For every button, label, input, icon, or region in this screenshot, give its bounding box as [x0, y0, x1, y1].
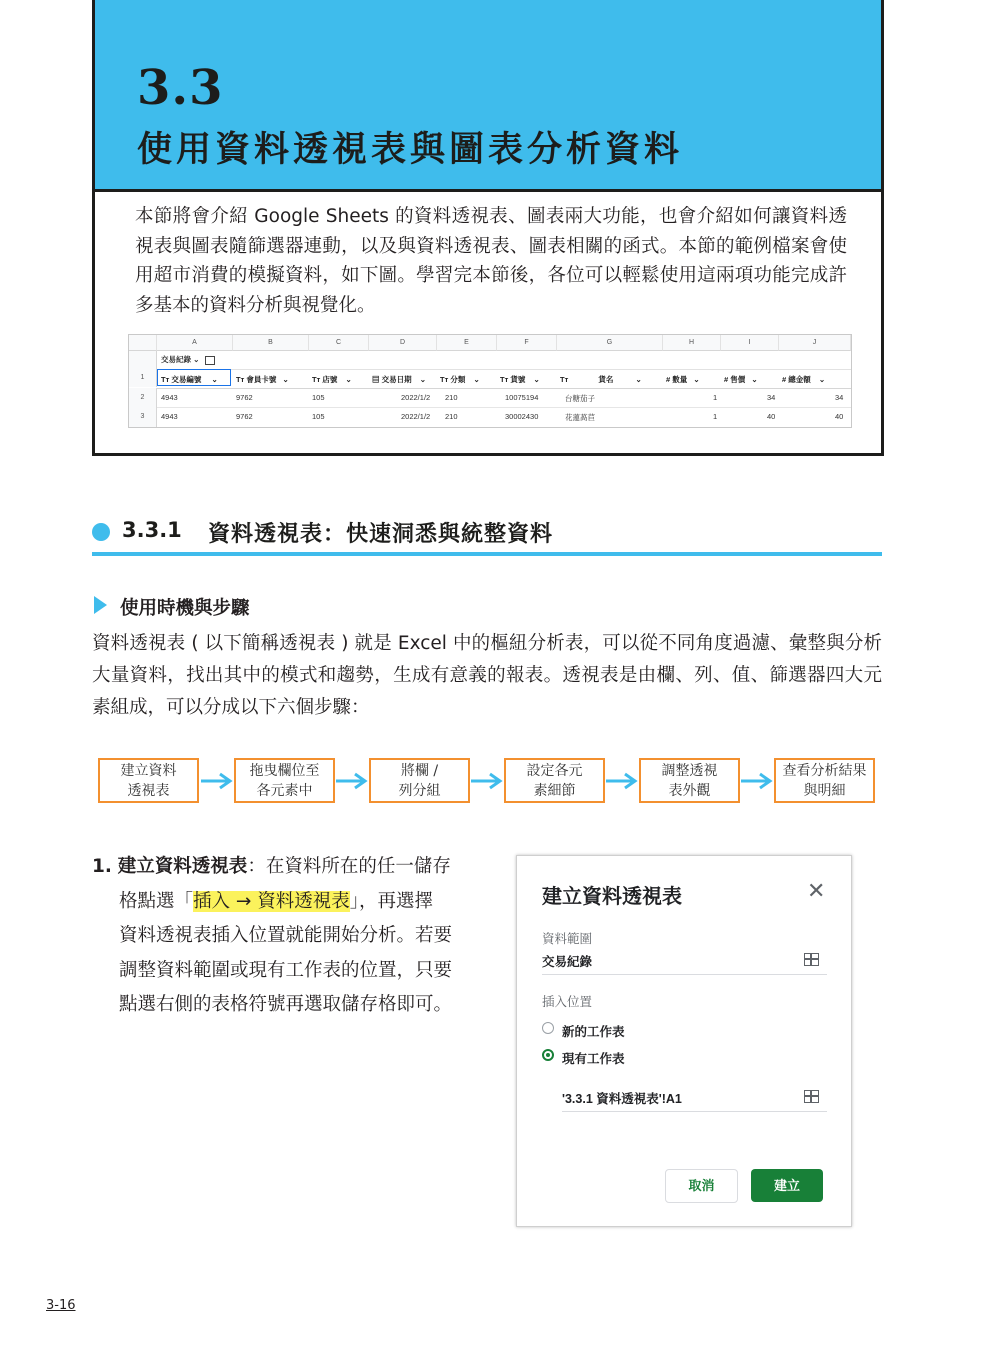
flow-step-box: [774, 758, 875, 803]
table-cell: 1: [713, 393, 718, 402]
number-type-icon: #: [666, 375, 671, 384]
column-chip-label: 貨名: [598, 375, 614, 384]
date-type-icon: ▤: [372, 375, 380, 384]
step-title: 建立資料透視表: [117, 856, 248, 877]
row-header: 3: [129, 407, 157, 427]
column-header: C: [309, 335, 369, 351]
table-cell: 105: [312, 393, 325, 402]
flow-step-line: 列分組: [398, 782, 441, 799]
table-cell: 台糖茄子: [565, 394, 595, 403]
step-text-line: [92, 885, 474, 920]
chevron-down-icon: ⌄: [211, 375, 218, 384]
chevron-down-icon: ⌄: [751, 375, 758, 384]
row-divider: [157, 407, 851, 408]
arrow-right-icon: [470, 771, 504, 791]
column-chip[interactable]: [560, 374, 660, 385]
cancel-button[interactable]: 取消: [665, 1169, 738, 1203]
dialog-title: 建立資料透視表: [542, 886, 682, 908]
column-chip-label: 分類: [450, 375, 466, 384]
column-chip[interactable]: [500, 374, 540, 385]
step-text-fragment: ：在資料所在的任一儲存: [247, 856, 451, 877]
table-grid-icon[interactable]: [804, 1090, 819, 1103]
column-header: J: [779, 335, 851, 351]
step-1-text: [92, 850, 474, 1023]
chevron-down-icon: ⌄: [282, 375, 289, 384]
flow-step-line: 素細節: [533, 782, 576, 799]
column-chip-label: 店號: [322, 375, 338, 384]
page-number: 3-16: [46, 1298, 76, 1313]
flow-step-box: [504, 758, 605, 803]
table-menu-icon: [205, 356, 215, 365]
create-pivot-table-dialog: [516, 855, 852, 1227]
new-sheet-radio[interactable]: [542, 1022, 554, 1034]
table-cell: 10075194: [505, 393, 539, 402]
table-grid-icon[interactable]: [804, 953, 819, 966]
create-button[interactable]: 建立: [751, 1169, 823, 1202]
text-type-icon: Tт: [161, 375, 170, 384]
chevron-down-icon: ⌄: [345, 375, 352, 384]
column-chip[interactable]: [372, 374, 426, 385]
row-header: [129, 351, 157, 369]
flow-step-line: 拖曳欄位至: [249, 762, 320, 779]
step-text-line: 調整資料範圍或現有工作表的位置，只要: [119, 959, 453, 981]
arrow-right-icon: [200, 771, 234, 791]
table-cell: 4943: [161, 393, 178, 402]
flow-step-line: 將欄 /: [400, 762, 439, 779]
chevron-down-icon: ⌄: [193, 355, 200, 364]
chevron-down-icon: ⌄: [533, 375, 540, 384]
table-cell: 4943: [161, 412, 178, 421]
column-header: H: [663, 335, 721, 351]
chapter-header-box: [92, 0, 884, 456]
column-chip[interactable]: [440, 374, 480, 385]
spreadsheet-preview: [128, 334, 852, 428]
flow-step-box: [639, 758, 740, 803]
column-header: I: [721, 335, 779, 351]
existing-sheet-option-label[interactable]: 現有工作表: [562, 1052, 625, 1066]
flow-step-line: 查看分析結果: [782, 762, 867, 779]
table-cell: 9762: [236, 412, 253, 421]
table-name: 交易紀錄: [161, 355, 191, 364]
chevron-down-icon: ⌄: [818, 375, 826, 384]
column-chip-label: 交易編號: [171, 375, 202, 384]
table-cell: 花蓮萵苣: [565, 413, 595, 422]
text-type-icon: Tт: [440, 375, 449, 384]
column-chip-label: 數量: [672, 375, 688, 384]
column-chip[interactable]: [312, 374, 352, 385]
table-cell: 2022/1/2: [401, 412, 431, 421]
chapter-title: 使用資料透視表與圖表分析資料: [137, 130, 684, 170]
text-type-icon: Tт: [560, 375, 569, 384]
flow-step-line: 建立資料: [120, 762, 177, 779]
section-number: 3.3.1: [122, 518, 182, 542]
flow-step-line: 調整透視: [661, 762, 718, 779]
column-chip-label: 總金額: [788, 375, 811, 384]
column-header: B: [233, 335, 309, 351]
number-type-icon: #: [782, 375, 787, 384]
data-range-field[interactable]: [542, 948, 827, 975]
data-range-value: 交易紀錄: [542, 955, 593, 969]
row-header: 1: [129, 369, 157, 387]
flow-step-box: [369, 758, 470, 803]
table-cell: 40: [767, 412, 776, 421]
column-chip[interactable]: [666, 374, 700, 385]
column-chip-label: 貨號: [510, 375, 526, 384]
data-range-label: 資料範圍: [542, 932, 593, 946]
arrow-right-icon: [740, 771, 774, 791]
column-chip[interactable]: [236, 374, 289, 385]
new-sheet-option-label[interactable]: 新的工作表: [562, 1025, 625, 1039]
table-cell: 2022/1/2: [401, 393, 431, 402]
table-cell: 30002430: [505, 412, 539, 421]
number-type-icon: #: [724, 375, 729, 384]
chapter-number: 3.3: [137, 60, 224, 116]
table-cell: 105: [312, 412, 325, 421]
step-text-line: 資料透視表插入位置就能開始分析。若要: [119, 925, 453, 946]
table-cell: 210: [445, 393, 458, 402]
flow-step-line: 表外觀: [668, 782, 711, 799]
section-body: 資料透視表 ( 以下簡稱透視表 ) 就是 Excel 中的樞紐分析表，可以從不同角度過濾、彙整與分析大量資料，找出其中的模式和趨勢，生成有意義的報表。透視表是由欄、列、值、篩選器四大元素組成，可以分成以下六個步驟：: [92, 633, 882, 718]
table-cell: 9762: [236, 393, 253, 402]
chapter-intro: 本節將會介紹 Google Sheets 的資料透視表、圖表兩大功能，也會介紹如何讓資料透視表與圖表隨篩選器連動，以及與資料透視表、圖表相關的函式。本節的範例檔案會使用超市消費的模擬資料，如下圖。學習完本節後，各位可以輕鬆使用這兩項功能完成許多基本的資料分析與視覺化。: [135, 206, 847, 316]
menu-path-highlight: 插入 → 資料透視表: [193, 890, 350, 912]
row-header: 2: [129, 388, 157, 407]
triangle-bullet-icon: [94, 596, 107, 614]
column-header: A: [157, 335, 233, 351]
flow-step-line: 透視表: [127, 782, 170, 799]
chevron-down-icon: ⌄: [635, 375, 642, 384]
text-type-icon: Tт: [500, 375, 509, 384]
section-bullet-icon: [92, 523, 110, 541]
step-text-fragment: 」，再選擇: [349, 890, 434, 912]
section-rule: [92, 552, 882, 556]
column-header: E: [437, 335, 497, 351]
existing-sheet-radio[interactable]: [542, 1049, 554, 1061]
table-cell: 34: [767, 393, 776, 402]
chevron-down-icon: ⌄: [419, 375, 426, 384]
arrow-right-icon: [335, 771, 369, 791]
flow-step-line: 設定各元: [526, 762, 583, 779]
text-type-icon: Tт: [312, 375, 321, 384]
flow-step-box: [234, 758, 335, 803]
step-text-line: 點選右側的表格符號再選取儲存格即可。: [119, 994, 453, 1015]
table-cell: 40: [835, 412, 844, 421]
table-cell: 34: [835, 393, 844, 402]
flow-step-line: 各元素中: [256, 782, 313, 799]
table-cell: 210: [445, 412, 458, 421]
step-number: 1.: [92, 856, 112, 877]
corner-cell: [129, 335, 157, 351]
section-title: 資料透視表：快速洞悉與統整資料: [208, 522, 554, 547]
column-chip-label: 會員卡號: [246, 375, 277, 384]
column-chip[interactable]: [724, 374, 758, 385]
flow-step-line: 與明細: [803, 782, 846, 799]
arrow-right-icon: [605, 771, 639, 791]
location-value: '3.3.1 資料透視表'!A1: [562, 1092, 682, 1106]
table-cell: 1: [713, 412, 718, 421]
flow-step-box: [98, 758, 199, 803]
chevron-down-icon: ⌄: [693, 375, 700, 384]
column-header: F: [497, 335, 557, 351]
subheading: 使用時機與步驟: [120, 598, 250, 619]
column-chip[interactable]: [161, 374, 218, 385]
location-field[interactable]: [562, 1085, 827, 1112]
column-chip-label: 交易日期: [381, 375, 412, 384]
step-text-fragment: 格點選「: [119, 890, 194, 912]
column-header: D: [369, 335, 437, 351]
chapter-header-banner: [95, 0, 881, 192]
close-icon[interactable]: ✕: [807, 878, 826, 903]
text-type-icon: Tт: [236, 375, 245, 384]
insert-location-label: 插入位置: [542, 995, 593, 1009]
table-name-chip[interactable]: [161, 354, 215, 365]
chevron-down-icon: ⌄: [473, 375, 480, 384]
column-header: G: [557, 335, 663, 351]
column-chip[interactable]: [782, 374, 825, 385]
column-chip-label: 售價: [730, 375, 746, 384]
